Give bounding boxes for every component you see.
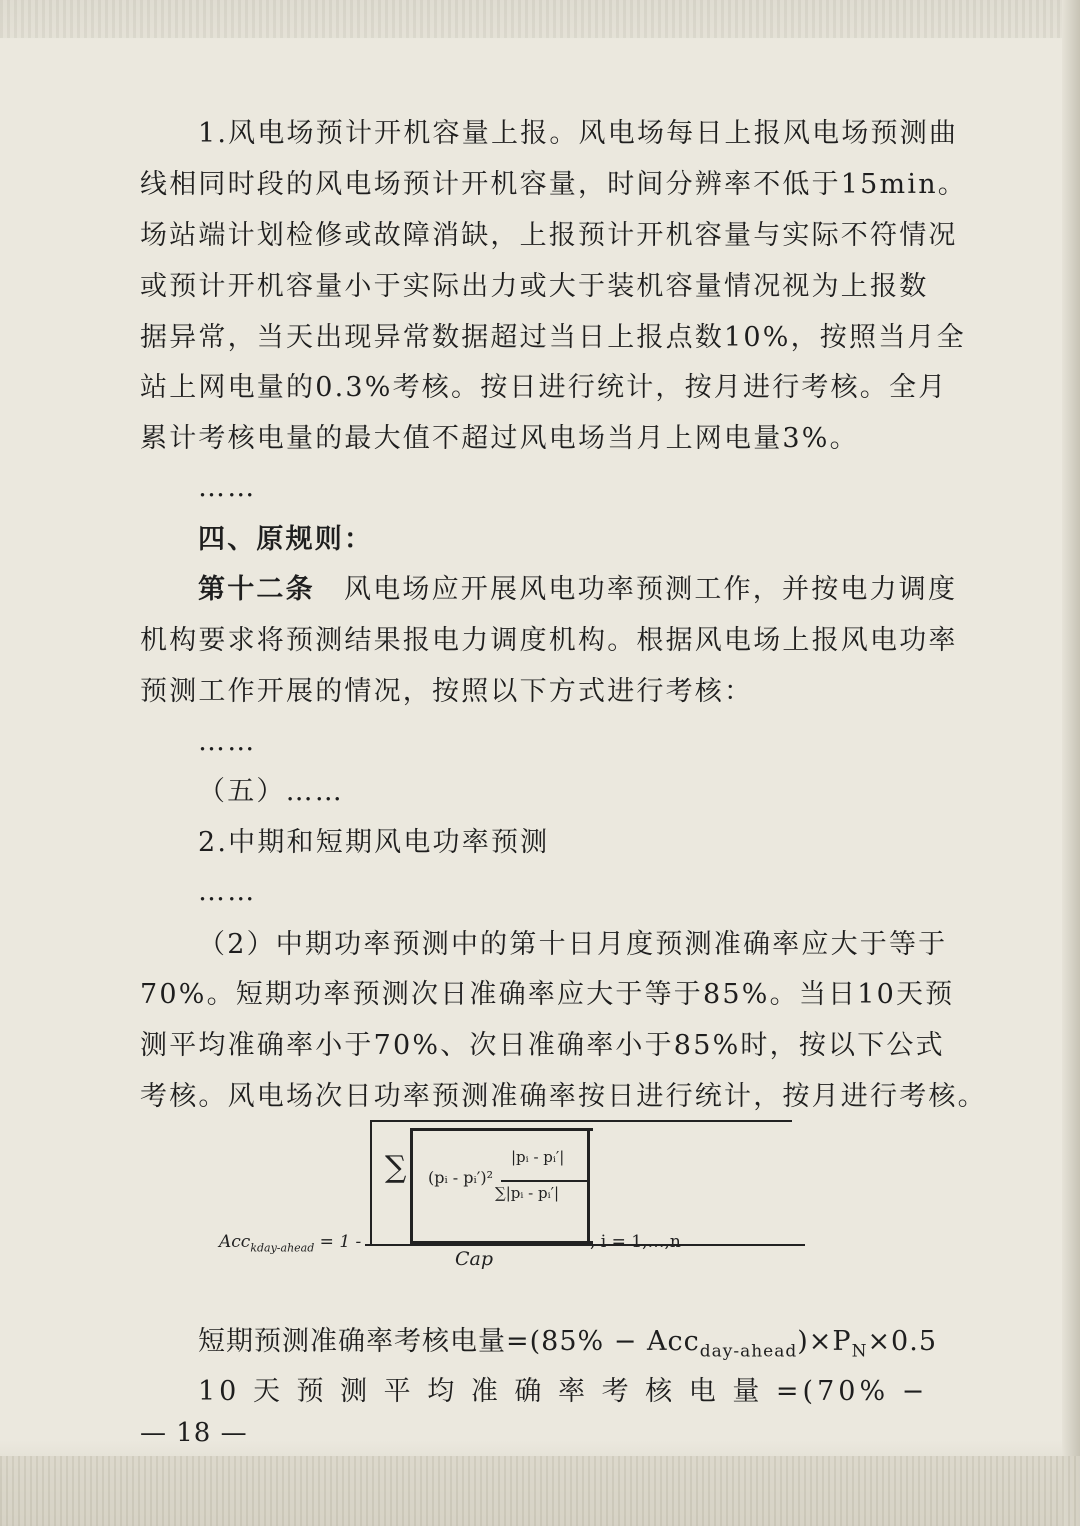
sub-title: 2.中期和短期风电功率预测 (198, 827, 550, 858)
paragraph-line: 累计考核电量的最大值不超过风电场当月上网电量3%。 (140, 423, 859, 454)
formula-inner-denominator: ∑|pᵢ - pᵢ′| (495, 1184, 560, 1202)
paragraph-line: 站上网电量的0.3%考核。按日进行统计，按月进行考核。全月 (140, 372, 948, 403)
formula-acc-subscript: kday-ahead (250, 1241, 315, 1255)
ellipsis: …… (198, 876, 257, 907)
paragraph-line: 1.风电场预计开机容量上报。风电场每日上报风电场预测曲 (198, 118, 959, 149)
sub-item: （五）…… (198, 776, 344, 807)
ellipsis: …… (198, 472, 257, 503)
paragraph-line: 预测工作开展的情况，按照以下方式进行考核： (140, 676, 754, 707)
formula-bracket-right (575, 1128, 590, 1244)
formula-equals: = 1 - (314, 1232, 362, 1252)
short-term-end: ×0.5 (867, 1326, 937, 1357)
article-text: 风电场应开展风电功率预测工作，并按电力调度 (314, 574, 958, 605)
ellipsis: …… (198, 726, 257, 757)
short-term-subscript: day-ahead (699, 1341, 798, 1362)
formula-cap: Cap (455, 1248, 494, 1270)
short-term-formula (198, 1322, 998, 1362)
paragraph-line: 70%。短期功率预测次日准确率应大于等于85%。当日10天预 (140, 979, 955, 1010)
page-number: — 18 — (140, 1418, 248, 1448)
paragraph-line: 测平均准确率小于70%、次日准确率小于85%时，按以下公式 (140, 1030, 945, 1061)
section-heading: 四、原规则： (198, 524, 374, 555)
paragraph-line: 场站端计划检修或故障消缺，上报预计开机容量与实际不符情况 (140, 220, 958, 251)
article-label: 第十二条 (198, 574, 315, 605)
accuracy-formula (215, 1120, 715, 1280)
scan-edge-bottom (0, 1456, 1080, 1526)
short-term-tail: )×P (797, 1326, 852, 1357)
short-term-pn-subscript: N (851, 1341, 868, 1362)
formula-inner-numerator: |pᵢ - pᵢ′| (511, 1148, 565, 1166)
scan-edge-right (1062, 0, 1080, 1526)
article-first-line (198, 570, 998, 610)
formula-acc-symbol: Acc (219, 1232, 251, 1252)
paragraph-line: 据异常，当天出现异常数据超过当日上报点数10%，按照当月全 (140, 322, 966, 353)
formula-acc (219, 1232, 361, 1254)
formula-squared-term: (pᵢ - pᵢ′)² (428, 1168, 494, 1187)
formula-inner-fraction-line (501, 1180, 587, 1182)
formula-sum-symbol: ∑ (385, 1150, 407, 1185)
short-term-text: 短期预测准确率考核电量=(85% − Acc (198, 1326, 700, 1357)
scan-edge-top (0, 0, 1080, 38)
formula-index: , i = 1,…,n (590, 1232, 681, 1252)
paragraph-line: 线相同时段的风电场预计开机容量，时间分辨率不低于15min。 (140, 169, 967, 200)
paragraph-line: 考核。风电场次日功率预测准确率按日进行统计，按月进行考核。 (140, 1081, 987, 1112)
paragraph-line: 机构要求将预测结果报电力调度机构。根据风电场上报风电功率 (140, 625, 958, 656)
paragraph-line: （2）中期功率预测中的第十日月度预测准确率应大于等于 (198, 929, 948, 960)
ten-day-formula: 10 天 预 测 平 均 准 确 率 考 核 电 量 =(70% − (198, 1376, 929, 1407)
formula-main-fraction-line (365, 1244, 805, 1246)
paragraph-line: 或预计开机容量小于实际出力或大于装机容量情况视为上报数 (140, 271, 929, 302)
